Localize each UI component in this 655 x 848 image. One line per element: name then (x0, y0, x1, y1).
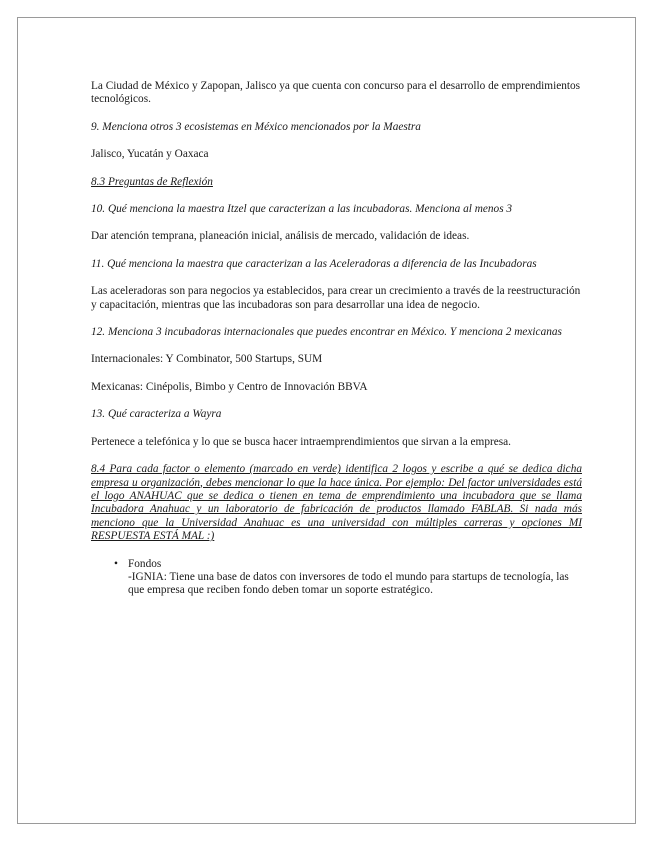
answer-9: Jalisco, Yucatán y Oaxaca (91, 148, 209, 161)
factor-list (91, 558, 582, 598)
section-heading-8-3: 8.3 Preguntas de Reflexión (91, 175, 213, 188)
answer-12-mexican: Mexicanas: Cinépolis, Bimbo y Centro de Innovación BBVA (91, 380, 368, 393)
document-body (91, 80, 582, 598)
question-10: 10. Qué menciona la maestra Itzel que caracterizan a las incubadoras. Menciona al menos 3 (91, 203, 513, 216)
list-item-text: -IGNIA: Tiene una base de datos con inversores de todo el mundo para startups de tecnología, las que empresa que reciben fondo deben tomar un soporte estratégico. (128, 570, 569, 597)
list-item (114, 557, 582, 598)
answer-10: Dar atención temprana, planeación inicial, análisis de mercado, validación de ideas. (91, 230, 470, 243)
question-13: 13. Qué caracteriza a Wayra (91, 408, 222, 421)
section-heading-8-4: 8.4 Para cada factor o elemento (marcado en verde) identifica 2 logos y escribe a qué se dedica dicha empresa u organización, debes mencionar lo que la hace única. Por ejemplo: Del factor universidades está el logo ANAHUAC que se dedica o tienen en tema de emprendimiento una incubadora que se llama Incubadora Anahuac y un laboratorio de fabricación de productos llamado FABLAB. Si nada más menciono que la Universidad Anahuac es una universidad con múltiples carreras y opciones MI RESPUESTA ESTÁ MAL :) (91, 463, 582, 543)
list-item-title: Fondos (128, 557, 162, 570)
answer-11: Las aceleradoras son para negocios ya establecidos, para crear un crecimiento a través de la reestructuración y capacitación, mientras que las incubadoras son para desarrollar una idea de negocio. (91, 285, 581, 311)
answer-13: Pertenece a telefónica y lo que se busca hacer intraemprendimientos que sirvan a la empresa. (91, 435, 511, 448)
question-12: 12. Menciona 3 incubadoras internacionales que puedes encontrar en México. Y menciona 2 mexicanas (91, 326, 562, 339)
bullet-icon: • (114, 557, 118, 570)
question-11: 11. Qué menciona la maestra que caracterizan a las Aceleradoras a diferencia de las Incubadoras (91, 257, 537, 270)
answer-12-international: Internacionales: Y Combinator, 500 Startups, SUM (91, 353, 323, 366)
question-9: 9. Menciona otros 3 ecosistemas en México mencionados por la Maestra (91, 120, 421, 133)
document-page (17, 17, 636, 824)
paragraph-answer-8: La Ciudad de México y Zapopan, Jalisco ya que cuenta con concurso para el desarrollo de emprendimientos tecnológicos. (91, 80, 581, 106)
